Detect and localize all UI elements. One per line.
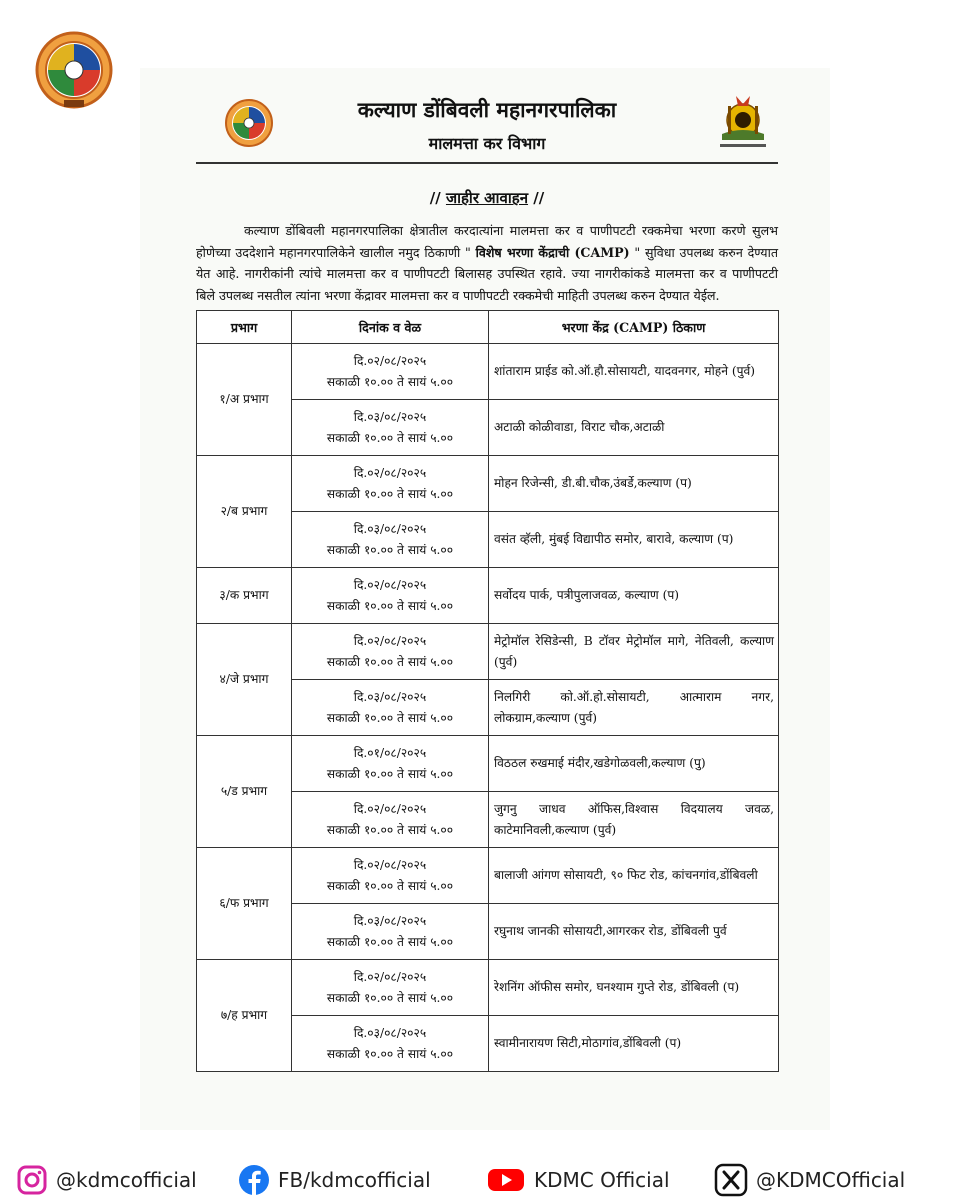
facebook-handle[interactable] xyxy=(238,1162,431,1198)
date-time-cell xyxy=(292,960,489,1016)
notice-text-part1: कल्याण डोंबिवली महानगरपालिका क्षेत्रातील करदात्यांना मालमत्ता कर व पाणीपटटी रक्कमेचा भरणा करणे सुलभ होणेच्या उददेशाने महानगरपालिकेने खालील नमुद ठिकाणी " xyxy=(196,223,778,260)
time: सकाळी १०.०० ते सायं ५.०० xyxy=(326,823,454,838)
youtube-icon xyxy=(486,1164,526,1196)
location-cell: अटाळी कोळीवाडा, विराट चौक,अटाळी xyxy=(489,400,779,456)
notice-title: जाहीर आवाहन xyxy=(445,189,529,207)
location-cell: वसंत व्हॅली, मुंबई विद्यापीठ समोर, बारावे, कल्याण (प) xyxy=(489,512,779,568)
time: सकाळी १०.०० ते सायं ५.०० xyxy=(326,599,454,614)
ward-cell: ७/ह प्रभाग xyxy=(197,960,292,1072)
date-time-cell xyxy=(292,456,489,512)
social-footer xyxy=(0,1162,962,1198)
ward-cell: ३/क प्रभाग xyxy=(197,568,292,624)
date: दि.०२/०८/२०२५ xyxy=(353,466,427,481)
header-date-time: दिनांक व वेळ xyxy=(292,311,489,344)
time: सकाळी १०.०० ते सायं ५.०० xyxy=(326,543,454,558)
ward-cell: १/अ प्रभाग xyxy=(197,344,292,456)
camp-schedule-table xyxy=(196,310,779,1072)
notice-document xyxy=(196,90,778,1072)
time: सकाळी १०.०० ते सायं ५.०० xyxy=(326,879,454,894)
time: सकाळी १०.०० ते सायं ५.०० xyxy=(326,431,454,446)
x-handle[interactable] xyxy=(714,1162,905,1198)
instagram-icon xyxy=(16,1164,48,1196)
date-time-cell xyxy=(292,792,489,848)
location-cell: स्वामीनारायण सिटी,मोठागांव,डोंबिवली (प) xyxy=(489,1016,779,1072)
youtube-channel[interactable] xyxy=(486,1162,670,1198)
time: सकाळी १०.०० ते सायं ५.०० xyxy=(326,375,454,390)
location-cell: रघुनाथ जानकी सोसायटी,आगरकर रोड, डोंबिवली पुर्व xyxy=(489,904,779,960)
ward-cell: २/ब प्रभाग xyxy=(197,456,292,568)
maharashtra-emblem-icon xyxy=(708,90,778,154)
date: दि.०२/०८/२०२५ xyxy=(353,858,427,873)
notice-text-part2: " सुविधा उपलब्ध करुन देण्यात येत आहे. नागरीकांनी त्यांचे मालमत्ता कर व पाणीपटटी बिलासह उपस्थित रहावे. ज्या नागरीकांकडे मालमत्ता कर व पाणीपटटी बिले उपलब्ध नसतील त्यांना भरणा केंद्रावर मालमत्ता कर व पाणीपटटी रक्कमेची माहिती उपलब्ध करुन देण्यात येईल. xyxy=(196,244,779,303)
table-row xyxy=(197,624,779,680)
location-cell: बालाजी आंगण सोसायटी, ९० फिट रोड, कांचनगांव,डोंबिवली xyxy=(489,848,779,904)
instagram-text: @kdmcofficial xyxy=(56,1168,197,1192)
facebook-icon xyxy=(238,1164,270,1196)
table-row xyxy=(197,456,779,512)
date: दि.०२/०८/२०२५ xyxy=(353,634,427,649)
table-row xyxy=(197,736,779,792)
table-row xyxy=(197,344,779,400)
table-row xyxy=(197,960,779,1016)
location-cell: रेशनिंग ऑफीस समोर, घनश्याम गुप्ते रोड, डोंबिवली (प) xyxy=(489,960,779,1016)
date-time-cell xyxy=(292,344,489,400)
kdmc-seal-logo xyxy=(34,30,114,110)
location-cell: विठठल रुखमाई मंदीर,खडेगोळवली,कल्याण (पु) xyxy=(489,736,779,792)
ward-cell: ४/जे प्रभाग xyxy=(197,624,292,736)
date-time-cell xyxy=(292,680,489,736)
x-logo-icon xyxy=(714,1163,748,1197)
time: सकाळी १०.०० ते सायं ५.०० xyxy=(326,487,454,502)
notice-paragraph xyxy=(196,220,778,306)
date-time-cell xyxy=(292,512,489,568)
notice-suffix: // xyxy=(533,189,545,207)
location-cell: सर्वोदय पार्क, पत्रीपुलाजवळ, कल्याण (प) xyxy=(489,568,779,624)
location-cell: निलगिरी को.ऑ.हो.सोसायटी, आत्माराम नगर, लोकग्राम,कल्याण (पुर्व) xyxy=(489,680,779,736)
table-row xyxy=(197,848,779,904)
date: दि.०३/०८/२०२५ xyxy=(353,1026,427,1041)
ward-cell: ६/फ प्रभाग xyxy=(197,848,292,960)
date: दि.०३/०८/२०२५ xyxy=(353,522,427,537)
location-cell: शांताराम प्राईड को.ऑ.हौ.सोसायटी, यादवनगर, मोहने (पुर्व) xyxy=(489,344,779,400)
letterhead xyxy=(196,90,778,164)
instagram-handle[interactable] xyxy=(16,1162,197,1198)
time: सकाळी १०.०० ते सायं ५.०० xyxy=(326,767,454,782)
time: सकाळी १०.०० ते सायं ५.०० xyxy=(326,711,454,726)
table-header-row xyxy=(197,311,779,344)
date: दि.०३/०८/२०२५ xyxy=(353,410,427,425)
location-cell: जुगनु जाधव ऑफिस,विश्वास विदयालय जवळ, काटेमानिवली,कल्याण (पुर्व) xyxy=(489,792,779,848)
time: सकाळी १०.०० ते सायं ५.०० xyxy=(326,935,454,950)
date-time-cell xyxy=(292,568,489,624)
date-time-cell xyxy=(292,400,489,456)
notice-text-bold: विशेष भरणा केंद्राची (CAMP) xyxy=(475,244,630,260)
date-time-cell xyxy=(292,848,489,904)
date: दि.०३/०८/२०२५ xyxy=(353,690,427,705)
date: दि.०२/०८/२०२५ xyxy=(353,354,427,369)
time: सकाळी १०.०० ते सायं ५.०० xyxy=(326,991,454,1006)
date: दि.०२/०८/२०२५ xyxy=(353,802,427,817)
date: दि.०२/०८/२०२५ xyxy=(353,578,427,593)
date-time-cell xyxy=(292,1016,489,1072)
youtube-text: KDMC Official xyxy=(534,1168,670,1192)
location-cell: मोहन रिजेन्सी, डी.बी.चौक,उंबर्डे,कल्याण (प) xyxy=(489,456,779,512)
facebook-text: FB/kdmcofficial xyxy=(278,1168,431,1192)
date-time-cell xyxy=(292,736,489,792)
notice-prefix: // xyxy=(429,189,441,207)
header-ward: प्रभाग xyxy=(197,311,292,344)
date: दि.०३/०८/२०२५ xyxy=(353,914,427,929)
department-title: मालमत्ता कर विभाग xyxy=(428,134,546,153)
date: दि.०१/०८/२०२५ xyxy=(353,746,427,761)
ward-cell: ५/ड प्रभाग xyxy=(197,736,292,848)
location-cell: मेट्रोमॉल रेसिडेन्सी, B टॉवर मेट्रोमॉल मागे, नेतिवली, कल्याण (पुर्व) xyxy=(489,624,779,680)
header-location: भरणा केंद्र (CAMP) ठिकाण xyxy=(489,311,779,344)
date-time-cell xyxy=(292,624,489,680)
notice-heading xyxy=(196,188,778,208)
x-text: @KDMCOfficial xyxy=(756,1168,906,1192)
time: सकाळी १०.०० ते सायं ५.०० xyxy=(326,655,454,670)
corporation-title: कल्याण डोंबिवली महानगरपालिका xyxy=(357,97,617,122)
date-time-cell xyxy=(292,904,489,960)
time: सकाळी १०.०० ते सायं ५.०० xyxy=(326,1047,454,1062)
date: दि.०२/०८/२०२५ xyxy=(353,970,427,985)
table-row xyxy=(197,568,779,624)
